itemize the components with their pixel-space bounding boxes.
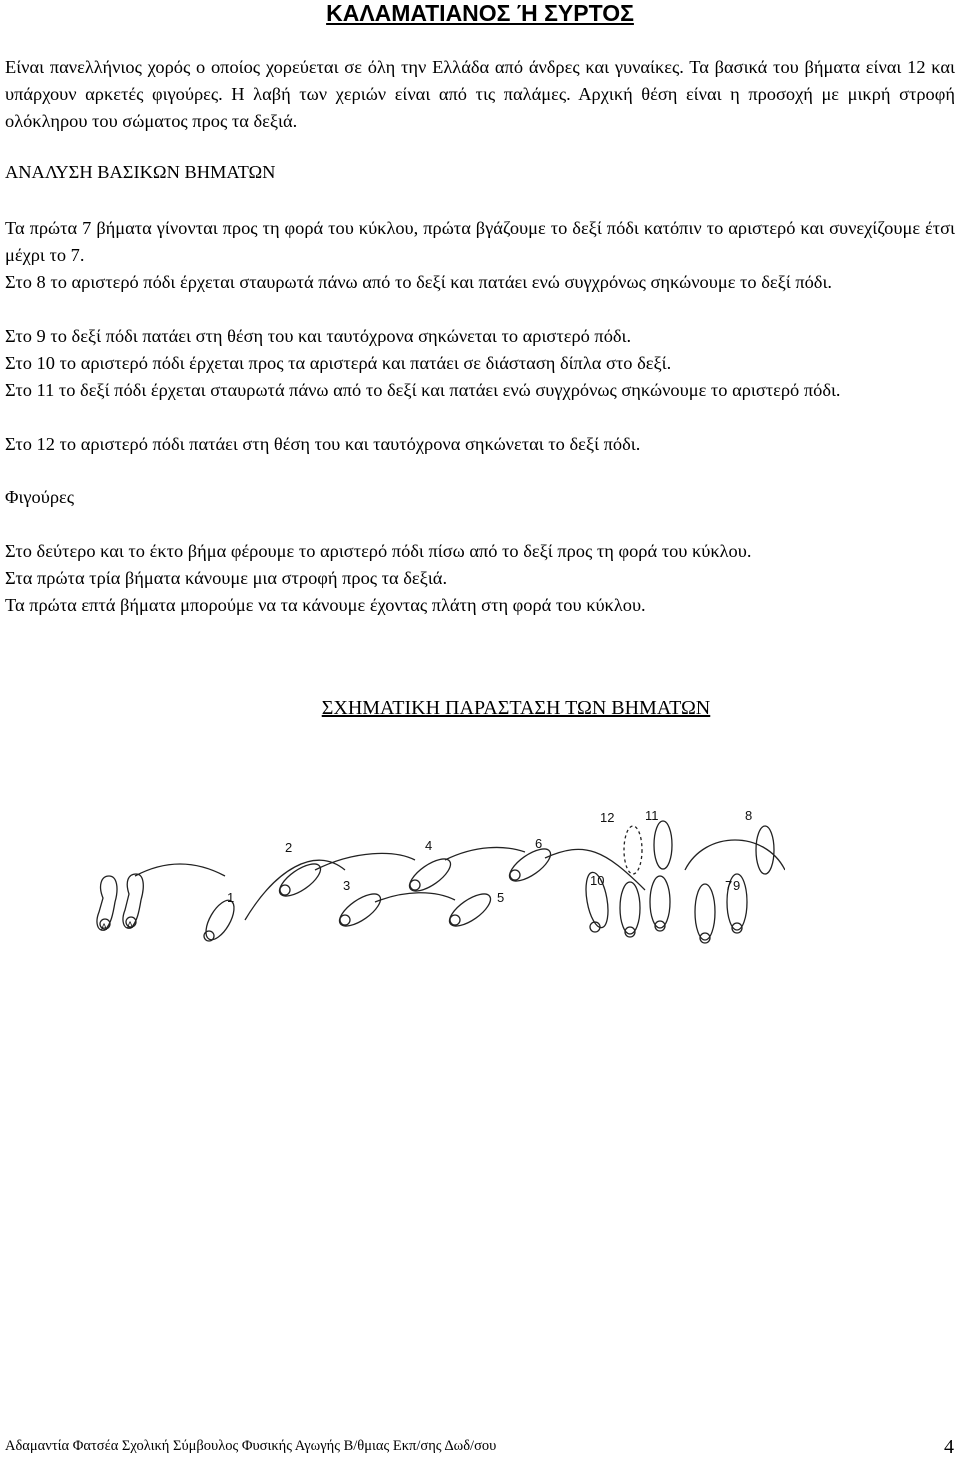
travel-foot-3-icon <box>335 888 386 932</box>
diagram-number-3: 3 <box>343 878 351 893</box>
foot-label-right: Δ <box>127 920 134 930</box>
diagram-number-6: 6 <box>535 836 543 851</box>
diagram-number-9: 9 <box>733 878 741 893</box>
page-title: ΚΑΛΑΜΑΤΙΑΝΟΣ Ή ΣΥΡΤΟΣ <box>326 0 634 26</box>
figures-heading: Φιγούρες <box>5 487 75 507</box>
figure-paragraph-3: Τα πρώτα επτά βήματα μπορούμε να τα κάνουμε έχοντας πλάτη στη φορά του κύκλου. <box>5 595 646 615</box>
diagram-title: ΣΧΗΜΑΤΙΚΗ ΠΑΡΑΣΤΑΣΗ ΤΩΝ ΒΗΜΑΤΩΝ <box>321 697 711 719</box>
footer-text: Αδαμαντία Φατσέα Σχολική Σύμβουλος Φυσικής Αγωγής Β/θμιας Εκπ/σης Δωδ/σου <box>5 1438 497 1454</box>
arrow-path-4-icon <box>375 893 455 902</box>
arrow-path-2-icon <box>245 860 345 920</box>
page-number: 4 <box>944 1436 954 1458</box>
analysis-heading: ΑΝΑΛΥΣΗ ΒΑΣΙΚΩΝ ΒΗΜΑΤΩΝ <box>5 162 276 182</box>
arrow-path-5-icon <box>445 847 525 860</box>
foot-label-left: Α <box>101 922 108 932</box>
diagram-number-2: 2 <box>285 840 293 855</box>
step-paragraph-12: Στο 12 το αριστερό πόδι πατάει στη θέση του και ταυτόχρονα σηκώνεται το δεξί πόδι. <box>5 434 641 454</box>
travel-foot-5-icon <box>445 888 496 932</box>
diagram-number-4: 4 <box>425 838 433 853</box>
cluster-feet-icon <box>582 821 774 943</box>
diagram-number-11: 11 <box>645 808 659 823</box>
arrow-path-1-icon <box>135 864 225 876</box>
step-paragraph-10: Στο 10 το αριστερό πόδι έρχεται προς τα αριστερά και πατάει σε διάσταση δίπλα στο δεξί. <box>5 353 672 373</box>
diagram-number-1: 1 <box>227 890 235 905</box>
figure-paragraph-2: Στα πρώτα τρία βήματα κάνουμε μια στροφή προς τα δεξιά. <box>5 568 448 588</box>
travel-foot-6-icon <box>505 843 556 887</box>
intro-paragraph: Είναι πανελλήνιος χορός ο οποίος χορεύεται σε όλη την Ελλάδα από άνδρες και γυναίκες. Τα βασικά του βήματα είναι 12 και υπάρχουν αρκετές φιγούρες. Η λαβή των χεριών είναι από τις παλάμες. Αρχική θέση είναι η προσοχή με μικρή στροφή ολόκληρου του σώματος προς τα δεξιά. <box>5 57 955 131</box>
diagram-number-5: 5 <box>497 890 505 905</box>
diagram-number-12: 12 <box>600 810 615 825</box>
arrow-path-7-icon <box>685 840 785 870</box>
diagram-number-8: 8 <box>745 808 753 823</box>
diagram-number-10: 10 <box>590 873 605 888</box>
diagram-number-7: 7 <box>725 878 733 893</box>
step-paragraph-8: Στο 8 το αριστερό πόδι έρχεται σταυρωτά πάνω από το δεξί και πατάει ενώ συγχρόνως σηκώνουμε το δεξί πόδι. <box>5 272 833 292</box>
steps-diagram <box>85 790 785 980</box>
travel-foot-4-icon <box>405 853 456 897</box>
step-paragraph-1: Τα πρώτα 7 βήματα γίνονται προς τη φορά του κύκλου, πρώτα βγάζουμε το δεξί πόδι κατόπιν το αριστερό και συνεχίζουμε έτσι μέχρι το 7. <box>5 218 955 265</box>
figure-paragraph-1: Στο δεύτερο και το έκτο βήμα φέρουμε το αριστερό πόδι πίσω από το δεξί προς τη φορά του κύκλου. <box>5 541 752 561</box>
step-paragraph-9: Στο 9 το δεξί πόδι πατάει στη θέση του και ταυτόχρονα σηκώνεται το αριστερό πόδι. <box>5 326 632 346</box>
step-paragraph-11: Στο 11 το δεξί πόδι έρχεται σταυρωτά πάνω από το δεξί και πατάει ενώ συγχρόνως σηκώνουμε το αριστερό πόδι. <box>5 380 841 400</box>
